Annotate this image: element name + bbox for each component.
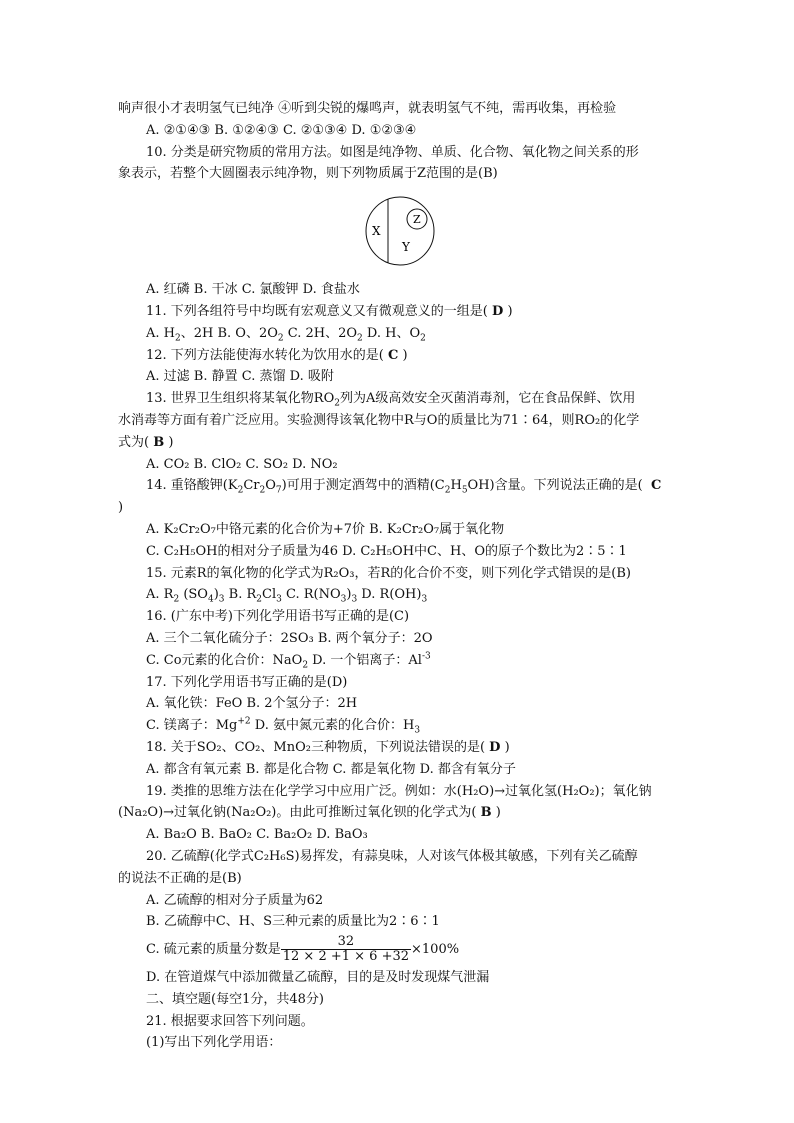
question-21: 21. 根据要求回答下列问题。 [146,1013,314,1029]
question-14: 14. 重铬酸钾$(K_2Cr_2O_7)$可用于测定酒驾中的酒精$(C_2H_5OH)$含量。下列说法正确的是( C [146,478,662,496]
fraction [281,935,411,964]
answer-letter: D [489,739,501,755]
question-18 [118,737,678,759]
question-16: 16. (广东中考)下列化学用语书写正确的是(C) [146,609,410,625]
answer-options: A. 都含有氧元素 B. 都是化合物 C. 都是氧化物 D. 都含有氧分子 [146,761,516,777]
text-line: 象表示，若整个大圆圈表示纯净物，则下列物质属于Z范围的是(B) [118,166,498,182]
answer-options: B. 乙硫醇中C、H、S三种元素的质量比为2∶6∶1 [146,914,440,930]
text-line: 响声很小才表明氢气已纯净 ④听到尖锐的爆鸣声，就表明氢气不纯，需再收集，再检验 [118,101,617,116]
answer-options: A. $R_2$ $(SO_4)_3$ B. $R_2Cl_3$ C. $R(NO_3)_3$ D. $R(OH)_3$ [146,587,428,605]
bracket: ) [168,434,174,450]
question-text-span: (Na₂O)→过氧化钠(Na₂O₂)。由此可推断过氧化钡的化学式为( [118,805,477,821]
answer-options: A. 过滤 B. 静置 C. 蒸馏 D. 吸附 [146,369,334,385]
answer-options [118,933,678,967]
answer-options: A. $H_2$、2H B. O、$2O_2$ C. 2H、$2O_2$ D. H、$O_2$ [146,325,426,344]
question-text-span: 式为( [118,434,150,450]
question-19: 19. 类推的思维方法在化学学习中应用广泛。例如：水(H₂O)→过氧化氢(H₂O₂)；氧化钠 [146,783,652,799]
answer-options: A. CO₂ B. ClO₂ C. SO₂ D. NO₂ [146,456,338,472]
venn-diagram-svg [362,187,438,275]
answer-options: A. K₂Cr₂O₇中铬元素的化合价为+7价 B. K₂Cr₂O₇属于氧化物 [146,521,505,537]
bracket: ) [507,303,513,319]
answer-options: A. 氧化铁：FeO B. 2个氢分子：2H [146,696,358,712]
answer-letter: B [480,805,492,821]
label-y: Y [402,240,410,255]
question-11 [118,301,678,323]
question-17: 17. 下列化学用语书写正确的是(D) [146,674,348,690]
question-20: 20. 乙硫醇(化学式C₂H₆S)易挥发，有蒜臭味，人对该气体极其敏感，下列有关乙硫醇 [146,848,638,864]
option-c-text: C. 硫元素的质量分数是 [146,942,281,958]
label-x: X [372,224,381,239]
text-line: ) [118,500,124,516]
sub-question: (1)写出下列化学用语： [146,1035,282,1051]
answer-letter: C [650,478,662,494]
answer-options: A. ②①④③ B. ①②④③ C. ②①③④ D. ①②③④ [146,122,417,138]
venn-diagram [118,185,678,279]
question-10: 10. 分类是研究物质的常用方法。如图是纯净物、单质、化合物、氧化物之间关系的形 [146,144,639,160]
answer-options: C. C₂H₅OH的相对分子质量为46 D. C₂H₅OH中C、H、O的原子个数比为2∶5∶1 [146,543,627,559]
question-text [118,98,678,1054]
answer-letter: C [388,347,399,363]
fraction-denominator: 12 × 2 +1 × 6 +32 [282,949,410,965]
bracket: ) [504,739,510,755]
section-heading: 二、填空题(每空1分，共48分) [146,991,324,1007]
text-line: 水消毒等方面有着广泛应用。实验测得该氧化物中R与O的质量比为71∶64，则RO₂的化学 [118,412,640,428]
answer-options: D. 在管道煤气中添加微量乙硫醇，目的是及时发现煤气泄漏 [146,970,490,986]
answer-options: C. Co元素的化合价：NaO$_2$ D. 一个铝离子：$Al^{-3}$ [146,651,431,671]
percent-suffix: ×100% [411,942,460,958]
label-z: Z [413,213,421,227]
answer-options: A. 红磷 B. 干冰 C. 氯酸钾 D. 食盐水 [146,282,360,298]
question-text-span: 18. 关于SO₂、CO₂、MnO₂三种物质，下列说法错误的是( [146,739,486,755]
question-text-span: 12. 下列方法能使海水转化为饮用水的是( [146,347,384,363]
bracket: ) [495,805,501,821]
bracket: ) [402,347,408,363]
answer-options: C. 镁离子：$Mg^{+2}$ D. 氨中氮元素的化合价：$H_3$ [146,716,421,736]
answer-options: A. 三个二氧化硫分子：2SO₃ B. 两个氧分子：2O [146,630,433,646]
answer-letter: B [153,434,165,450]
question-15: 15. 元素R的氧化物的化学式为R₂O₃，若R的化合价不变，则下列化学式错误的是(B) [146,565,631,581]
answer-options: A. Ba₂O B. BaO₂ C. Ba₂O₂ D. BaO₃ [146,827,368,843]
text-line: 的说法不正确的是(B) [118,870,242,886]
fraction-numerator: 32 [281,935,411,950]
question-text-span: 11. 下列各组符号中均既有宏观意义又有微观意义的一组是( [146,303,488,319]
question-12 [118,345,678,367]
question-13: 13. 世界卫生组织将某氧化物$RO_2$列为A级高效安全灭菌消毒剂，它在食品保鲜、饮用 [146,391,636,409]
text-line [118,432,678,454]
answer-options: A. 乙硫醇的相对分子质量为62 [146,892,324,908]
text-line [118,802,678,824]
answer-letter: D [492,303,504,319]
